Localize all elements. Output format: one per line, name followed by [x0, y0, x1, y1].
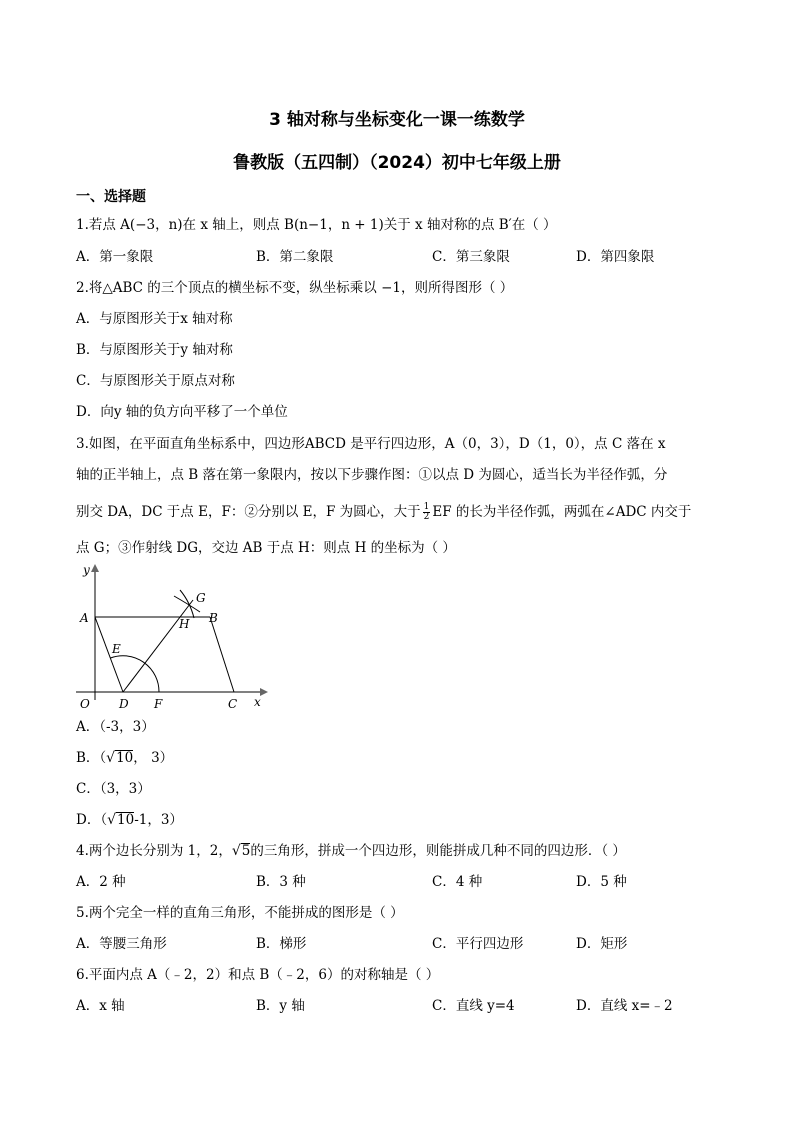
q4-stem — [76, 842, 626, 860]
q2-option-a: A．与原图形关于x 轴对称 — [76, 311, 233, 327]
label-o: O — [80, 697, 90, 711]
q5-option-a: A．等腰三角形 — [76, 936, 167, 952]
q3-option-c: C．（3，3） — [76, 781, 151, 797]
q3-stem-line2: 轴的正半轴上，点 B 落在第一象限内，按以下步骤作图：①以点 D 为圆心，适当长为半径作弧，分 — [76, 467, 668, 483]
radical-sign: √ — [106, 750, 116, 766]
fraction-numerator: 1 — [423, 502, 430, 512]
q1-option-a: A．第一象限 — [76, 249, 154, 265]
label-h: H — [179, 617, 190, 631]
q4-option-c: C．4 种 — [432, 874, 483, 890]
q3-line3-pre: 别交 DA，DC 于点 E，F：②分别以 E，F 为圆心，大于 — [76, 504, 421, 520]
q4-option-d: D．5 种 — [576, 874, 627, 890]
q2-option-b: B．与原图形关于y 轴对称 — [76, 342, 233, 358]
label-y: y — [83, 563, 90, 577]
q3-option-b — [76, 749, 173, 767]
radical-sign: √ — [107, 812, 116, 828]
radical-sign: √ — [231, 843, 241, 859]
label-f: F — [154, 697, 163, 711]
q4-option-a: A．2 种 — [76, 874, 126, 890]
doc-title-line1: 3 轴对称与坐标变化一课一练数学 — [269, 110, 525, 130]
q3-figure — [70, 560, 270, 715]
q6-stem: 6.平面内点 A（﹣2，2）和点 B（﹣2，6）的对称轴是（ ） — [76, 967, 440, 983]
fraction-half — [423, 503, 431, 522]
q3-option-d-pre: D．（ — [76, 812, 108, 828]
section-heading: 一、选择题 — [76, 189, 146, 205]
q3-option-b-pre: B．（ — [76, 750, 107, 766]
q6-option-b: B．y 轴 — [256, 998, 305, 1014]
q4-stem-pre: 4.两个边长分别为 1，2， — [76, 843, 232, 859]
q2-option-d: D．向y 轴的负方向平移了一个单位 — [76, 404, 288, 420]
q3-option-b-post: ， 3） — [133, 750, 174, 766]
q3-stem-line4: 点 G；③作射线 DG，交边 AB 于点 H：则点 H 的坐标为（ ） — [76, 540, 456, 556]
doc-title-line2: 鲁教版（五四制）（2024）初中七年级上册 — [233, 153, 561, 173]
q2-option-c: C．与原图形关于原点对称 — [76, 373, 235, 389]
label-e: E — [112, 642, 121, 656]
q5-option-d: D．矩形 — [576, 936, 628, 952]
label-c: C — [228, 697, 238, 711]
q4-option-b: B．3 种 — [256, 874, 306, 890]
q3-option-d-post: -1，3） — [134, 812, 183, 828]
label-x: x — [254, 695, 261, 709]
q5-option-c: C．平行四边形 — [432, 936, 524, 952]
label-g: G — [196, 591, 206, 605]
q3-line3-post: EF 的长为半径作弧，两弧在∠ADC 内交于 — [432, 504, 692, 520]
q3-option-d — [76, 811, 183, 829]
q1-option-b: B．第二象限 — [256, 249, 334, 265]
label-d: D — [119, 697, 129, 711]
q3-stem-line1: 3.如图，在平面直角坐标系中，四边形ABCD 是平行四边形，A（0，3），D（1，0），点 C 落在 x — [76, 436, 666, 452]
q6-option-c: C．直线 y=4 — [432, 998, 515, 1014]
q4-stem-post: 的三角形，拼成一个四边形，则能拼成几种不同的四边形．（ ） — [250, 843, 626, 859]
q4-radicand: 5 — [241, 843, 251, 859]
q1-stem: 1.若点 A(−3，n)在 x 轴上，则点 B(n−1，n + 1)关于 x 轴对称的点 B′在（ ） — [76, 217, 557, 233]
q3-option-b-radicand: 10 — [116, 750, 134, 766]
q1-option-c: C．第三象限 — [432, 249, 510, 265]
label-a: A — [80, 611, 89, 625]
fraction-denominator: 2 — [423, 512, 430, 522]
q2-stem: 2.将△ABC 的三个顶点的横坐标不变，纵坐标乘以 −1，则所得图形（ ） — [76, 280, 514, 296]
q1-option-d: D．第四象限 — [576, 249, 655, 265]
label-b: B — [209, 611, 218, 625]
q5-option-b: B．梯形 — [256, 936, 307, 952]
q3-option-d-radicand: 10 — [117, 812, 135, 828]
q6-option-a: A．x 轴 — [76, 998, 125, 1014]
q3-option-a: A．（-3，3） — [76, 719, 155, 735]
q3-stem-line3 — [76, 503, 691, 522]
q5-stem: 5.两个完全一样的直角三角形，不能拼成的图形是（ ） — [76, 905, 404, 921]
q6-option-d: D．直线 x=﹣2 — [576, 998, 673, 1014]
